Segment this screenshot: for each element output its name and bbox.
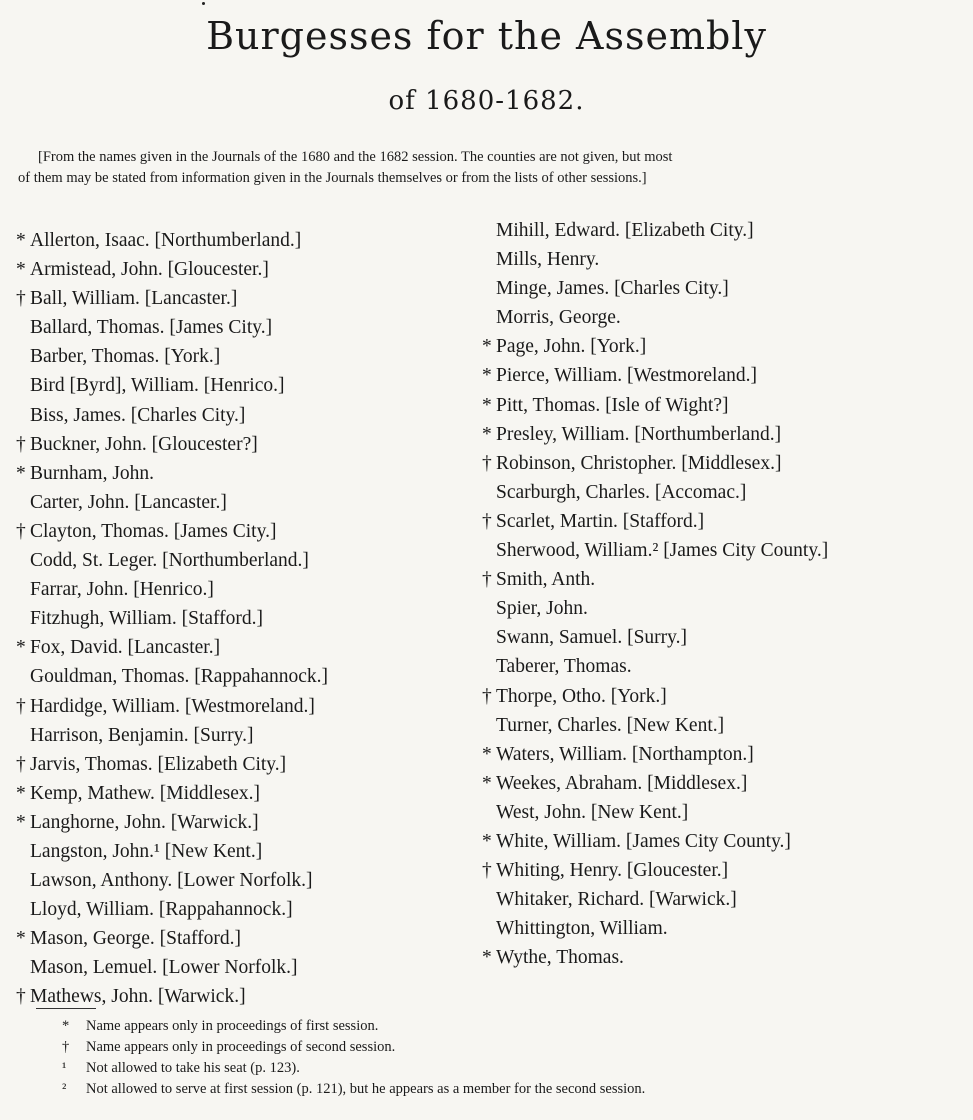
entry-text: Thorpe, Otho. [York.]: [496, 685, 667, 707]
entry-marker: *: [16, 782, 26, 804]
burgess-entry: [16, 226, 456, 255]
entry-marker: *: [482, 772, 492, 794]
entry-text: Lawson, Anthony. [Lower Norfolk.]: [30, 870, 313, 892]
burgess-entry: [16, 401, 456, 430]
entry-text: Lloyd, William. [Rappahannock.]: [30, 899, 293, 921]
entry-text: Fitzhugh, William. [Stafford.]: [30, 608, 264, 630]
burgess-entry: [482, 245, 962, 274]
burgess-entry: [482, 478, 962, 507]
burgess-entry: [482, 769, 962, 798]
burgess-entry: [482, 565, 962, 594]
entry-text: Sherwood, William.² [James City County.]: [496, 540, 829, 562]
entry-text: Wythe, Thomas.: [496, 947, 624, 969]
entry-marker: *: [482, 365, 492, 387]
entry-text: Smith, Anth.: [496, 569, 596, 591]
entry-text: Bird [Byrd], William. [Henrico.]: [30, 375, 285, 397]
entry-marker: *: [482, 743, 492, 765]
burgess-entry: [16, 837, 456, 866]
entry-marker: *: [16, 637, 26, 659]
burgess-entry: [482, 594, 962, 623]
footnote-marker: ²: [62, 1081, 67, 1097]
entry-marker: *: [482, 423, 492, 445]
entry-marker: *: [16, 462, 26, 484]
entry-text: Mason, Lemuel. [Lower Norfolk.]: [30, 957, 298, 979]
footnote-marker: ¹: [62, 1060, 67, 1076]
burgess-entry: [16, 430, 456, 459]
burgess-entry: [482, 798, 962, 827]
entry-marker: *: [16, 230, 26, 251]
entry-text: Minge, James. [Charles City.]: [496, 278, 729, 300]
entry-marker: †: [16, 753, 26, 775]
entry-text: Clayton, Thomas. [James City.]: [30, 520, 277, 542]
entry-text: Hardidge, William. [Westmoreland.]: [30, 695, 315, 717]
footnote-text: Not allowed to take his seat (p. 123).: [86, 1060, 300, 1076]
burgess-entry: [482, 711, 962, 740]
entry-marker: †: [16, 520, 26, 542]
entry-text: Whiting, Henry. [Gloucester.]: [496, 860, 729, 882]
entry-marker: †: [482, 685, 492, 707]
burgess-entry: [16, 692, 456, 721]
burgess-entry: [482, 361, 962, 390]
entry-text: Gouldman, Thomas. [Rappahannock.]: [30, 666, 329, 688]
burgess-entry: [482, 856, 962, 885]
entry-text: Mihill, Edward. [Elizabeth City.]: [496, 220, 754, 241]
entry-marker: *: [482, 394, 492, 416]
burgess-entry: [16, 488, 456, 517]
entry-marker: †: [482, 860, 492, 882]
burgess-entry: [16, 953, 456, 982]
burgess-entry: [16, 313, 456, 342]
intro-line-1: [From the names given in the Journals of the 1680 and the 1682 session. The counties are not given, but most: [38, 149, 673, 165]
footnote-text: Name appears only in proceedings of first session.: [86, 1018, 379, 1034]
burgess-entry: [482, 391, 962, 420]
entry-text: Waters, William. [Northampton.]: [496, 743, 754, 765]
burgess-entry: [482, 682, 962, 711]
entry-marker: †: [482, 452, 492, 474]
entry-text: Weekes, Abraham. [Middlesex.]: [496, 772, 748, 794]
entry-text: Mills, Henry.: [496, 249, 600, 271]
entry-text: Buckner, John. [Gloucester?]: [30, 433, 258, 455]
burgess-entry: [16, 895, 456, 924]
entry-text: Carter, John. [Lancaster.]: [30, 491, 227, 513]
burgess-entry: [16, 284, 456, 313]
burgess-entry: [482, 507, 962, 536]
footnote-divider: [36, 1008, 96, 1009]
burgess-entry: [482, 274, 962, 303]
burgess-entry: [482, 740, 962, 769]
entry-marker: *: [16, 259, 26, 281]
footnote-marker: *: [62, 1018, 70, 1034]
entry-text: Taberer, Thomas.: [496, 656, 632, 678]
entry-text: Pierce, William. [Westmoreland.]: [496, 365, 757, 387]
entry-text: Whitaker, Richard. [Warwick.]: [496, 889, 737, 911]
burgess-entry: [482, 827, 962, 856]
entry-text: Ball, William. [Lancaster.]: [30, 288, 238, 310]
burgess-entry: [482, 332, 962, 361]
entry-marker: †: [16, 986, 26, 1008]
ink-speck: [202, 2, 205, 5]
burgess-entry: [482, 303, 962, 332]
burgess-entry: [16, 517, 456, 546]
entry-text: Langhorne, John. [Warwick.]: [30, 811, 259, 833]
entry-text: Morris, George.: [496, 307, 621, 329]
footnote-marker: †: [62, 1039, 70, 1055]
intro-note: [18, 147, 958, 189]
page-subtitle: of 1680-1682.: [388, 86, 585, 116]
entry-text: Mathews, John. [Warwick.]: [30, 986, 246, 1008]
entry-marker: †: [16, 288, 26, 310]
entry-text: Scarburgh, Charles. [Accomac.]: [496, 481, 747, 503]
entry-text: Whittington, William.: [496, 918, 668, 940]
burgess-entry: [16, 604, 456, 633]
footnote: [62, 1016, 962, 1037]
entry-text: Scarlet, Martin. [Stafford.]: [496, 510, 705, 532]
entry-text: Codd, St. Leger. [Northumberland.]: [30, 550, 309, 572]
entry-text: Turner, Charles. [New Kent.]: [496, 714, 725, 736]
entry-text: Ballard, Thomas. [James City.]: [30, 317, 273, 339]
intro-line-2: of them may be stated from information given in the Journals themselves or from the lists of other sessions.]: [18, 170, 647, 186]
entry-text: Allerton, Isaac. [Northumberland.]: [30, 230, 302, 251]
entry-marker: †: [482, 569, 492, 591]
burgess-entry: [16, 459, 456, 488]
page-title: Burgesses for the Assembly: [206, 14, 767, 58]
burgess-entry: [482, 623, 962, 652]
entry-text: Mason, George. [Stafford.]: [30, 928, 242, 950]
burgess-entry: [16, 546, 456, 575]
burgess-entry: [482, 536, 962, 565]
entry-text: White, William. [James City County.]: [496, 830, 791, 852]
footnotes-list: [62, 1016, 962, 1100]
entry-text: Jarvis, Thomas. [Elizabeth City.]: [30, 753, 287, 775]
burgess-entry: [482, 216, 962, 245]
entry-marker: †: [16, 433, 26, 455]
burgess-entry: [16, 255, 456, 284]
entry-text: Farrar, John. [Henrico.]: [30, 579, 214, 601]
entry-marker: †: [482, 510, 492, 532]
entry-text: Presley, William. [Northumberland.]: [496, 423, 782, 445]
entry-text: Robinson, Christopher. [Middlesex.]: [496, 452, 782, 474]
burgess-entry: [16, 633, 456, 662]
burgess-entry: [482, 943, 962, 972]
burgess-entry: [482, 652, 962, 681]
entry-text: Burnham, John.: [30, 462, 155, 484]
entry-text: Spier, John.: [496, 598, 588, 620]
burgess-entry: [482, 914, 962, 943]
burgess-entry: [16, 371, 456, 400]
entry-marker: *: [482, 336, 492, 358]
footnote-text: Name appears only in proceedings of second session.: [86, 1039, 396, 1055]
entry-marker: *: [16, 928, 26, 950]
footnote: [62, 1079, 962, 1100]
burgess-entry: [16, 808, 456, 837]
entry-text: West, John. [New Kent.]: [496, 801, 689, 823]
burgess-entry: [16, 575, 456, 604]
entry-text: Armistead, John. [Gloucester.]: [30, 259, 269, 281]
entry-marker: *: [482, 830, 492, 852]
burgess-entry: [482, 449, 962, 478]
entry-marker: †: [16, 695, 26, 717]
entry-marker: *: [16, 811, 26, 833]
entry-text: Biss, James. [Charles City.]: [30, 404, 246, 426]
burgess-entry: [16, 750, 456, 779]
left-column-list: [16, 226, 456, 1012]
burgess-entry: [16, 779, 456, 808]
entry-text: Langston, John.¹ [New Kent.]: [30, 840, 263, 862]
footnote: [62, 1037, 962, 1058]
entry-text: Harrison, Benjamin. [Surry.]: [30, 724, 254, 746]
burgess-entry: [16, 721, 456, 750]
burgess-entry: [16, 924, 456, 953]
entry-text: Kemp, Mathew. [Middlesex.]: [30, 782, 260, 804]
burgess-entry: [482, 420, 962, 449]
burgess-entry: [16, 662, 456, 691]
burgess-entry: [482, 885, 962, 914]
entry-text: Barber, Thomas. [York.]: [30, 346, 221, 368]
entry-text: Pitt, Thomas. [Isle of Wight?]: [496, 394, 729, 416]
burgess-entry: [16, 866, 456, 895]
right-column-list: [482, 216, 962, 972]
footnote: [62, 1058, 962, 1079]
entry-text: Page, John. [York.]: [496, 336, 647, 358]
entry-text: Swann, Samuel. [Surry.]: [496, 627, 688, 649]
entry-text: Fox, David. [Lancaster.]: [30, 637, 221, 659]
entry-marker: *: [482, 947, 492, 969]
burgess-entry: [16, 342, 456, 371]
footnote-text: Not allowed to serve at first session (p. 121), but he appears as a member for the second session.: [86, 1081, 646, 1097]
